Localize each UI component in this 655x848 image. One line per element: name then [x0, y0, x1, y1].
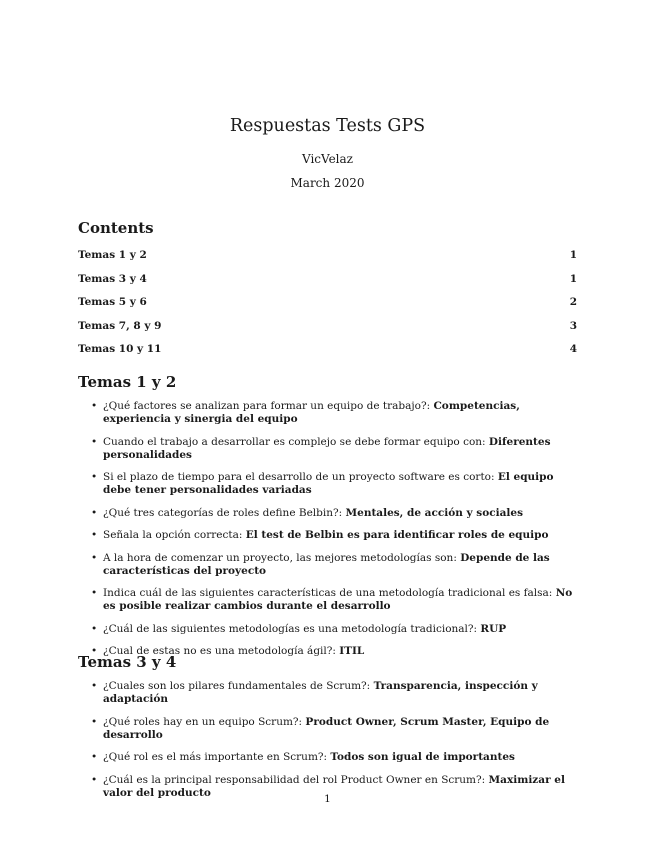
question-list: [103, 400, 578, 668]
answer-text: Maximizar el valor del producto: [103, 773, 565, 799]
question-text: ¿Qué tres categorías de roles define Belbin?:: [103, 506, 346, 519]
toc-entry-label: Temas 10 y 11: [78, 343, 162, 355]
answer-text: No es posible realizar cambios durante el desarrollo: [103, 587, 573, 612]
toc-entry[interactable]: [78, 296, 577, 320]
list-item: [103, 623, 578, 636]
toc-entry[interactable]: [78, 249, 577, 273]
answer-text: Transparencia, inspección y adaptación: [103, 680, 538, 705]
question-text: A la hora de comenzar un proyecto, las mejores metodologías son:: [103, 551, 461, 564]
toc-entry-page: 4: [569, 343, 577, 355]
answer-text: ITIL: [339, 645, 365, 657]
toc-entry[interactable]: [78, 273, 577, 297]
answer-text: El equipo debe tener personalidades variadas: [103, 471, 554, 496]
page-number: 1: [324, 793, 331, 805]
document-author: VicVelaz: [302, 152, 353, 166]
list-item: [103, 552, 578, 578]
answer-text: Product Owner, Scrum Master, Equipo de desarrollo: [103, 715, 550, 741]
toc-entry[interactable]: [78, 343, 577, 367]
toc-entry-label: Temas 5 y 6: [78, 296, 147, 308]
document-date: March 2020: [290, 176, 365, 190]
toc-entry-page: 1: [569, 249, 577, 261]
table-of-contents: [78, 249, 577, 367]
question-list: [103, 680, 578, 809]
list-item: [103, 680, 578, 706]
question-text: ¿Qué rol es el más importante en Scrum?:: [103, 751, 331, 763]
question-text: ¿Cual de estas no es una metodología ágil?:: [103, 645, 340, 657]
section-heading: Temas 1 y 2: [78, 373, 177, 391]
question-text: ¿Cuál es la principal responsabilidad del rol Product Owner en Scrum?:: [103, 773, 489, 786]
toc-entry-label: Temas 3 y 4: [78, 272, 147, 285]
answer-text: El test de Belbin es para identificar roles de equipo: [245, 529, 549, 541]
toc-entry-label: Temas 7, 8 y 9: [78, 319, 162, 332]
document-title: Respuestas Tests GPS: [229, 116, 426, 136]
list-item: [103, 716, 578, 742]
answer-text: RUP: [480, 622, 507, 635]
question-text: Señala la opción correcta:: [103, 529, 246, 541]
question-text: Si el plazo de tiempo para el desarrollo de un proyecto software es corto:: [103, 471, 498, 483]
question-text: ¿Cuales son los pilares fundamentales de Scrum?:: [103, 680, 374, 692]
contents-heading: Contents: [78, 219, 154, 237]
question-text: ¿Qué factores se analizan para formar un equipo de trabajo?:: [103, 400, 434, 412]
question-text: ¿Cuál de las siguientes metodologías es una metodología tradicional?:: [103, 622, 481, 635]
list-item: [103, 400, 578, 426]
toc-entry-label: Temas 1 y 2: [78, 249, 147, 261]
list-item: [103, 529, 578, 542]
answer-text: Competencias, experiencia y sinergia del equipo: [103, 400, 520, 425]
section-heading: Temas 3 y 4: [78, 653, 177, 671]
answer-text: Todos son igual de importantes: [330, 751, 515, 763]
toc-entry-page: 1: [569, 272, 577, 285]
toc-entry[interactable]: [78, 320, 577, 344]
answer-text: Diferentes personalidades: [103, 435, 551, 461]
list-item: [103, 507, 578, 520]
list-item: [103, 471, 578, 497]
question-text: ¿Qué roles hay en un equipo Scrum?:: [103, 715, 306, 728]
answer-text: Depende de las características del proyecto: [103, 551, 550, 577]
toc-entry-page: 3: [569, 319, 577, 332]
list-item: [103, 436, 578, 462]
question-text: Indica cuál de las siguientes características de una metodología tradicional es falsa:: [103, 587, 556, 599]
list-item: [103, 751, 578, 764]
list-item: [103, 587, 578, 613]
answer-text: Mentales, de acción y sociales: [345, 506, 523, 519]
question-text: Cuando el trabajo a desarrollar es complejo se debe formar equipo con:: [103, 435, 489, 448]
toc-entry-page: 2: [569, 296, 577, 308]
